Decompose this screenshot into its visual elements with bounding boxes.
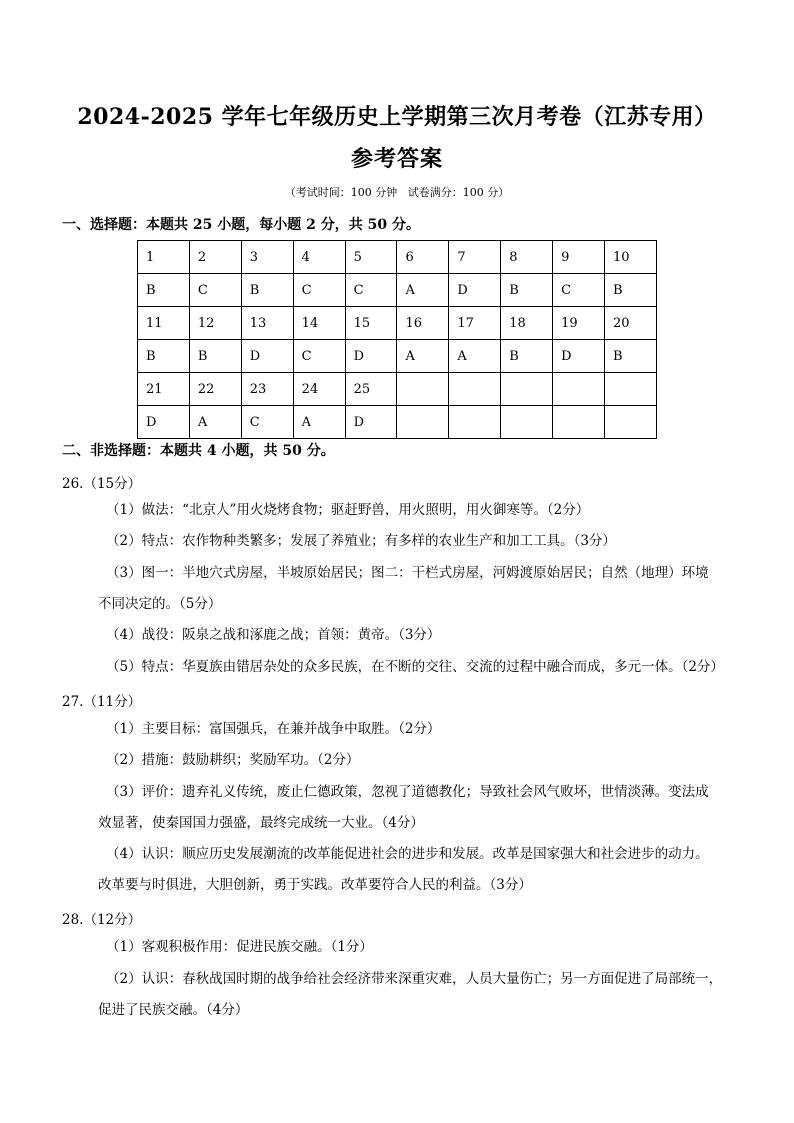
table-cell-number: 5 [345, 241, 397, 274]
question-27-heading: 27.（11分） [62, 694, 142, 710]
table-cell-number: 14 [293, 307, 345, 340]
table-cell-number: 10 [605, 241, 657, 274]
question-28-heading: 28.（12分） [62, 912, 142, 928]
table-cell-answer: C [293, 340, 345, 373]
table-cell-number [449, 373, 501, 406]
table-cell-number: 23 [241, 373, 293, 406]
exam-meta: （考试时间：100 分钟 试卷满分：100 分） [284, 186, 510, 199]
table-cell-number: 24 [293, 373, 345, 406]
q27-answer-2: （2）措施：鼓励耕织；奖励军功。（2分） [106, 752, 360, 768]
q26-answer-3: （3）图一：半地穴式房屋，半坡原始居民；图二：干栏式房屋，河姆渡原始居民；自然（地理）环境 不同决定的。（5分） [98, 565, 709, 612]
section-2-heading: 二、非选择题：本题共 4 小题，共 50 分。 [62, 443, 335, 459]
table-row-question-numbers [138, 373, 657, 406]
table-cell-answer: A [397, 274, 449, 307]
table-cell-answer: C [345, 274, 397, 307]
table-cell-number: 15 [345, 307, 397, 340]
table-cell-answer: D [553, 340, 605, 373]
q26-answer-4: （4）战役：阪泉之战和涿鹿之战；首领：黄帝。（3分） [106, 627, 441, 643]
table-cell-number [553, 373, 605, 406]
q28-answer-2: （2）认识：春秋战国时期的战争给社会经济带来深重灾难，人员大量伤亡；另一方面促进了局部统一， 促进了民族交融。（4分） [98, 971, 723, 1018]
table-cell-number: 16 [397, 307, 449, 340]
table-cell-answer: D [138, 406, 190, 439]
table-cell-answer: B [501, 274, 553, 307]
table-cell-answer: C [241, 406, 293, 439]
table-cell-number: 19 [553, 307, 605, 340]
page-subtitle: 参考答案 [350, 146, 443, 172]
table-cell-answer: A [449, 340, 501, 373]
table-cell-answer [397, 406, 449, 439]
table-cell-number: 8 [501, 241, 553, 274]
q27-answer-4: （4）认识：顺应历史发展潮流的改革能促进社会的进步和发展。改革是国家强大和社会进步的动力。 改革要与时俱进，大胆创新，勇于实践。改革要符合人民的利益。（3分） [98, 846, 709, 893]
table-cell-answer: C [553, 274, 605, 307]
table-cell-number: 21 [138, 373, 190, 406]
table-cell-answer: A [397, 340, 449, 373]
question-26-heading: 26.（15分） [62, 476, 142, 492]
table-cell-answer: B [138, 274, 190, 307]
q28-answer-1: （1）客观积极作用：促进民族交融。（1分） [106, 939, 373, 955]
table-row-answers [138, 406, 657, 439]
table-cell-number: 7 [449, 241, 501, 274]
table-cell-answer: D [449, 274, 501, 307]
table-cell-answer [605, 406, 657, 439]
section-1-heading: 一、选择题：本题共 25 小题，每小题 2 分，共 50 分。 [62, 217, 420, 233]
table-row-question-numbers [138, 241, 657, 274]
table-cell-number: 22 [189, 373, 241, 406]
table-cell-number: 20 [605, 307, 657, 340]
table-cell-answer: B [501, 340, 553, 373]
table-cell-number: 3 [241, 241, 293, 274]
table-cell-number: 4 [293, 241, 345, 274]
table-cell-answer [501, 406, 553, 439]
table-cell-number [501, 373, 553, 406]
table-cell-answer: D [241, 340, 293, 373]
table-cell-answer: B [138, 340, 190, 373]
table-cell-number: 13 [241, 307, 293, 340]
table-cell-answer: C [189, 274, 241, 307]
q26-answer-2: （2）特点：农作物种类繁多；发展了养殖业；有多样的农业生产和加工工具。（3分） [106, 533, 616, 549]
table-cell-answer: B [189, 340, 241, 373]
table-cell-number [605, 373, 657, 406]
table-row-answers [138, 340, 657, 373]
page-title: 2024-2025 学年七年级历史上学期第三次月考卷（江苏专用） [77, 104, 717, 130]
q27-answer-3: （3）评价：遗弃礼义传统，废止仁德政策，忽视了道德教化；导致社会风气败坏，世情淡薄。变法成 效显著，使秦国国力强盛，最终完成统一大业。（4分） [98, 784, 709, 831]
table-cell-number: 12 [189, 307, 241, 340]
q27-answer-1: （1）主要目标：富国强兵，在兼并战争中取胜。（2分） [106, 721, 441, 737]
table-cell-answer [553, 406, 605, 439]
table-cell-answer: C [293, 274, 345, 307]
table-cell-answer: B [605, 340, 657, 373]
table-cell-number: 18 [501, 307, 553, 340]
table-cell-number: 9 [553, 241, 605, 274]
table-cell-answer [449, 406, 501, 439]
q26-answer-5: （5）特点：华夏族由错居杂处的众多民族，在不断的交往、交流的过程中融合而成，多元一体。（2分） [106, 659, 724, 675]
table-row-question-numbers [138, 307, 657, 340]
answer-table [137, 240, 657, 439]
table-cell-number: 1 [138, 241, 190, 274]
table-cell-answer: A [189, 406, 241, 439]
table-cell-answer: D [345, 406, 397, 439]
table-cell-number: 17 [449, 307, 501, 340]
table-cell-answer: D [345, 340, 397, 373]
table-cell-number: 6 [397, 241, 449, 274]
table-cell-answer: B [605, 274, 657, 307]
table-row-answers [138, 274, 657, 307]
table-cell-number [397, 373, 449, 406]
table-cell-number: 11 [138, 307, 190, 340]
table-cell-number: 25 [345, 373, 397, 406]
q26-answer-1: （1）做法：“北京人”用火烧烤食物；驱赶野兽，用火照明，用火御寒等。（2分） [106, 502, 590, 518]
table-cell-number: 2 [189, 241, 241, 274]
table-cell-answer: B [241, 274, 293, 307]
table-cell-answer: A [293, 406, 345, 439]
